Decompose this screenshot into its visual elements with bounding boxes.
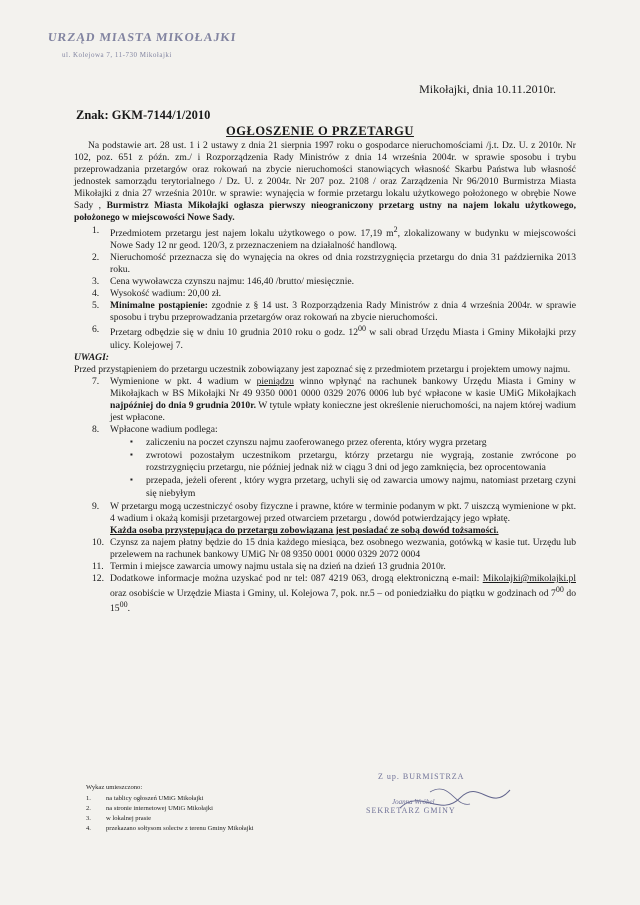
posting-text: na tablicy ogłoszeń UMiG Mikołajki bbox=[106, 794, 204, 802]
item-text: zgodnie z § 14 ust. 3 Rozporządzenia Rady Ministrów z dnia 4 września 2004r. w sprawie sposobu i trybu przeprowadzania przetargów oraz rokowań na zbycie nieruchomości. bbox=[110, 300, 576, 324]
stamp-line-1: URZĄD MIASTA MIKOŁAJKI bbox=[47, 30, 238, 44]
item-number: 5. bbox=[92, 300, 100, 312]
conditions-list-final bbox=[74, 537, 576, 616]
item-number: 1. bbox=[92, 224, 100, 236]
posting-number: 2. bbox=[86, 804, 91, 812]
list-item-7 bbox=[74, 376, 576, 424]
item-text: Wpłacone wadium podlega: bbox=[110, 424, 218, 436]
list-item-10 bbox=[74, 537, 576, 561]
posting-number: 3. bbox=[86, 814, 91, 822]
item-text: W tytule wpłaty konieczne jest określenie nieruchomości, na najem której wadium jest wpłacone. bbox=[110, 400, 577, 424]
sublist-item: ▪ przepada, jeżeli oferent , który wygra przetarg, uchyli się od zawarcia umowy najmu, natomiast przetarg czyni się niebyłym bbox=[130, 475, 576, 499]
signature-line-2: SEKRETARZ GMINY bbox=[366, 806, 456, 815]
conditions-list-continued bbox=[74, 376, 576, 525]
list-item-9 bbox=[74, 501, 576, 525]
list-item-5 bbox=[74, 300, 576, 324]
item-text: Czynsz za najem płatny będzie do 15 dnia każdego miesiąca, bez osobnego wezwania, gotówką w kasie tut. Urzędu lub przelewem na rachunek bankowy UMiG Nr 08 9350 0001 0000 0329 2072 0004 bbox=[110, 536, 576, 560]
item-text: Wymienione w pkt. 4 wadium w bbox=[110, 375, 257, 387]
item-text: Termin i miejsce zawarcia umowy najmu ustala się na dzień na dzień 13 grudnia 2010r. bbox=[110, 561, 446, 573]
list-item-2 bbox=[74, 252, 576, 276]
item-text: oraz osobiście w Urzędzie Miasta i Gminy, ul. Kolejowa 7, pok. nr.5 – od poniedziałku do piątku w godzinach od 7 bbox=[110, 588, 556, 600]
list-item-12 bbox=[74, 573, 576, 616]
item-text: Wysokość wadium: 20,00 zł. bbox=[110, 288, 222, 300]
item-number: 4. bbox=[92, 288, 100, 300]
email-link[interactable]: Mikolajki@mikolajki.pl bbox=[482, 573, 576, 585]
item-number: 7. bbox=[92, 375, 100, 387]
remarks-text: Przed przystąpieniem do przetargu uczestnik zobowiązany jest zapoznać się z przedmiotem przetargu i projektem umowy najmu. bbox=[74, 363, 571, 375]
item-text: do 15 bbox=[110, 588, 576, 615]
superscript: 00 bbox=[358, 324, 367, 334]
stamp-line-2: ul. Kolejowa 7, 11-730 Mikołajki bbox=[62, 51, 172, 59]
item-number: 6. bbox=[92, 324, 100, 336]
posting-item bbox=[86, 814, 254, 824]
list-item-4 bbox=[74, 288, 576, 300]
item-text: Przetarg odbędzie się w dniu 10 grudnia 2010 roku o godz. 12 bbox=[110, 327, 359, 339]
remarks-label: UWAGI: bbox=[74, 351, 110, 363]
document-date: Mikołajki, dnia 10.11.2010r. bbox=[419, 82, 556, 96]
posting-number: 4. bbox=[86, 824, 91, 832]
item-bold: najpóźniej do dnia 9 grudnia 2010r. bbox=[110, 400, 257, 412]
superscript: 00 bbox=[119, 600, 128, 610]
posting-list-label: Wykaz umieszczono: bbox=[86, 784, 143, 791]
deposit-sublist bbox=[110, 437, 576, 499]
item-bold: Minimalne postąpienie: bbox=[110, 300, 208, 312]
list-item-6 bbox=[74, 324, 576, 351]
superscript: 2 bbox=[393, 224, 398, 234]
document-body bbox=[74, 140, 576, 616]
posting-list bbox=[86, 783, 254, 833]
list-item-8 bbox=[74, 424, 576, 499]
item-number: 10. bbox=[92, 536, 104, 548]
list-item-1 bbox=[74, 225, 576, 252]
signature-line-1: Z up. BURMISTRZA bbox=[378, 772, 465, 781]
posting-text: w lokalnej prasie bbox=[106, 814, 152, 822]
item-number: 11. bbox=[92, 561, 104, 573]
superscript: 00 bbox=[555, 585, 564, 595]
intro-paragraph bbox=[74, 140, 576, 225]
posting-text: przekazano sołtysom solectw z terenu Gminy Mikołajki bbox=[106, 824, 254, 832]
intro-text: Na podstawie art. 28 ust. 1 i 2 ustawy z dnia 21 sierpnia 1997 roku o gospodarce nieruchomościami /j.t. Dz. U. z 2010r. Nr 102, poz. 651 z późn. zm./ i Rozporządzenia Rady Ministrów z dnia 14 września 2004r. w sprawie sposobu i trybu przeprowadzania przetargów oraz rokowań na zbycie nieruchomości stanowiących własność Skarbu Państwa lub własność jednostek samorządu terytorialnego / Dz. U. z 2004r. Nr 207 poz. 2108 / oraz Zarządzenia Nr 96/2010 Burmistrza Miasta Mikołajki z dnia 27 września 2010r. w sprawie: wynajęcia w formie przetargu lokalu użytkowego położonego w obrębie Nowe Sady , bbox=[74, 140, 576, 212]
item-text: . bbox=[127, 603, 130, 615]
conditions-list bbox=[74, 225, 576, 352]
item-number: 12. bbox=[92, 573, 104, 585]
item-text: W przetargu mogą uczestniczyć osoby fizyczne i prawne, które w terminie podanym w pkt. 7 uiszczą wymienione w pkt. 4 wadium i okażą komisji przetargowej przed otwarciem przetargu , dowód potwierdzający jego wpłatę. bbox=[110, 500, 576, 524]
item-underlined: pieniądzu bbox=[256, 375, 294, 387]
item-text: Cena wywoławcza czynszu najmu: 146,40 /brutto/ miesięcznie. bbox=[110, 276, 355, 288]
sublist-item: ▪ zwrotowi pozostałym uczestnikom przetargu, którzy przetargu nie wygrają, zostanie zwrócone po rozstrzygnięciu przetargu, nie później jednak niż w ciągu 3 dni od jego zamknięcia, bez oprocentowania bbox=[130, 450, 576, 474]
signature-stamp bbox=[360, 768, 530, 828]
posting-number: 1. bbox=[86, 794, 91, 802]
list-item-11 bbox=[74, 561, 576, 573]
item-text: winno wpłynąć na rachunek bankowy Urzędu Miasta i Gminy w Mikołajkach w BS Mikołajki Nr 49 9350 0001 0000 0329 2076 0006 lub być wpłacone w kasie UMiG Mikołajkach bbox=[110, 375, 576, 399]
item-number: 9. bbox=[92, 500, 100, 512]
posting-text: na stronie internetowej UMiG Mikołajki bbox=[106, 804, 213, 812]
posting-list-items bbox=[86, 794, 254, 834]
item-number: 2. bbox=[92, 251, 100, 263]
item-text: , zlokalizowany w budynku w miejscowości Nowe Sady 12 nr geod. 120/3, z przeznaczeniem na działalność handlową. bbox=[110, 227, 576, 251]
item-text: w sali obrad Urzędu Miasta i Gminy Mikołajki przy ulicy. Kolejowej 7. bbox=[110, 327, 576, 351]
item-text: Przedmiotem przetargu jest najem lokalu użytkowego o pow. 17,19 m bbox=[110, 227, 394, 239]
posting-item bbox=[86, 804, 254, 814]
document-title: OGŁOSZENIE O PRZETARGU bbox=[226, 124, 414, 138]
list-item-3 bbox=[74, 276, 576, 288]
intro-bold: Burmistrz Miasta Mikołajki ogłasza pierwszy nieograniczony przetarg ustny na najem lokalu użytkowego, położonego w miejscowości Nowe Sady. bbox=[74, 200, 577, 224]
sublist-item: ▪ zaliczeniu na poczet czynszu najmu zaoferowanego przez oferenta, który wygra przetarg bbox=[130, 437, 576, 449]
signature-name: Joanna Wróbel bbox=[392, 798, 435, 806]
item-number: 8. bbox=[92, 424, 100, 436]
item-text: Dodatkowe informacje można uzyskać pod nr tel: 087 4219 063, drogą elektroniczną e-mail: bbox=[110, 573, 483, 585]
reference-number: Znak: GKM-7144/1/2010 bbox=[76, 108, 211, 122]
item-number: 3. bbox=[92, 276, 100, 288]
identity-notice: Każda osoba przystępująca do przetargu zobowiązana jest posiadać ze sobą dowód tożsamości. bbox=[110, 524, 499, 536]
item-text: Nieruchomość przeznacza się do wynajęcia na okres od dnia rozstrzygnięcia przetargu do dnia 31 października 2013 roku. bbox=[110, 251, 576, 275]
office-stamp bbox=[48, 30, 238, 59]
posting-item bbox=[86, 794, 254, 804]
posting-item bbox=[86, 824, 254, 834]
